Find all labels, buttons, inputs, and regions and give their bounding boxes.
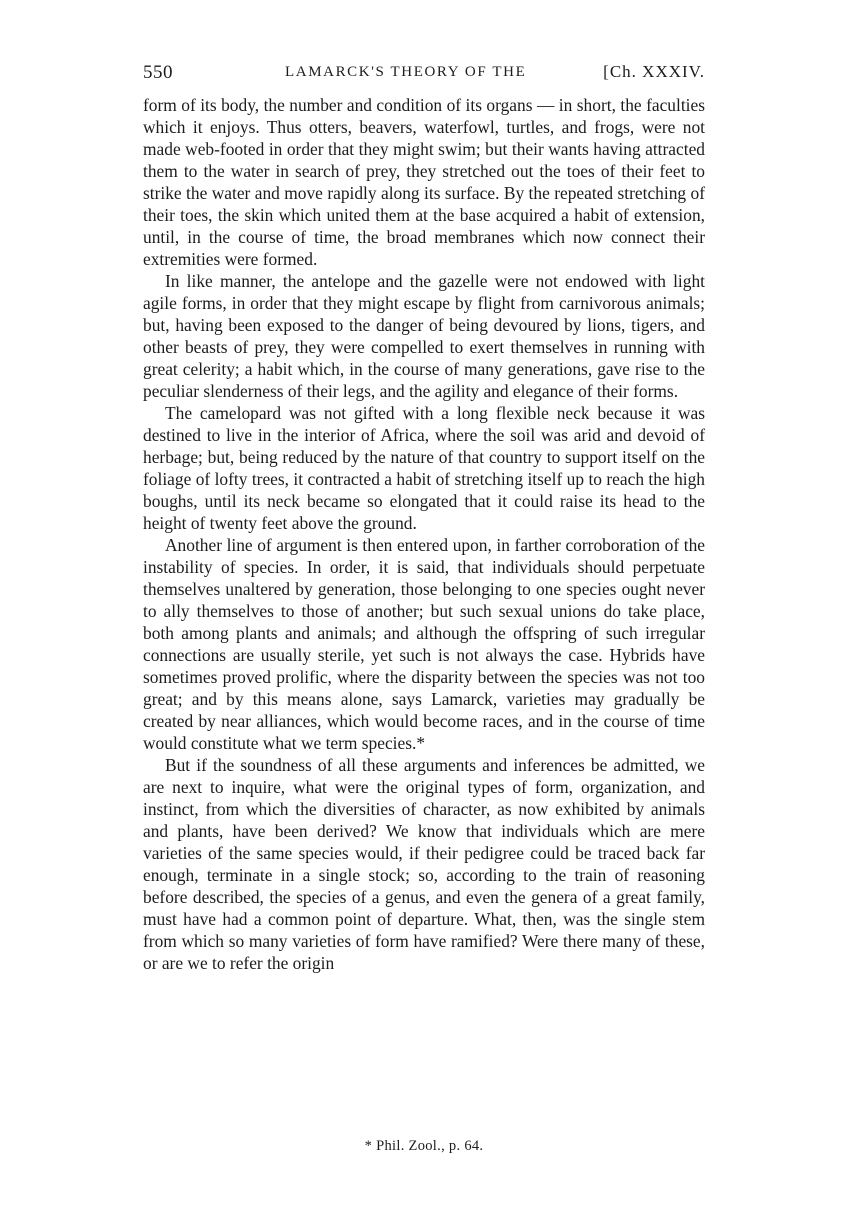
paragraph-original-types: But if the soundness of all these arguments and inferences be admitted, we are next to inquire, what were the original types of form, organization, and instinct, from which the diversities of character, as now exhibited by animals and plants, have been derived? We know that individuals which are mere varieties of the same species would, if their pedigree could be traced back far enough, terminate in a single stock; so, according to the train of reasoning before described, the species of a genus, and even the genera of a great family, must have had a common point of departure. What, then, was the single stem from which so many varieties of form have ramified? Were there many of these, or are we to refer the origin — [143, 755, 705, 973]
footnote: * Phil. Zool., p. 64. — [364, 1138, 484, 1154]
paragraph-camelopard: The camelopard was not gifted with a long flexible neck because it was destined to live in the interior of Africa, where the soil was arid and devoid of herbage; but, being reduced by the nature of that country to support itself on the foliage of lofty trees, it contracted a habit of stretching itself up to reach the high boughs, until its neck became so elongated that it could raise its head to the height of twenty feet above the ground. — [143, 403, 705, 533]
paragraph-antelope: In like manner, the antelope and the gazelle were not endowed with light agile forms, in order that they might escape by flight from carnivorous animals; but, having been exposed to the danger of being devoured by lions, tigers, and other beasts of prey, they were compelled to exert themselves in running with great celerity; a habit which, in the course of many generations, gave rise to the peculiar slenderness of their legs, and the agility and elegance of their forms. — [143, 271, 705, 401]
page-number: 550 — [143, 62, 173, 83]
running-title: LAMARCK'S THEORY OF THE — [285, 64, 527, 80]
book-page — [143, 58, 705, 1154]
running-head — [143, 58, 705, 88]
chapter-label: [Ch. XXXIV. — [603, 62, 705, 81]
paragraph-continued: form of its body, the number and condition of its organs — in short, the faculties which it enjoys. Thus otters, beavers, waterfowl, turtles, and frogs, were not made web-footed in order that they might swim; but their wants having attracted them to the water in search of prey, they stretched out the toes of their feet to strike the water and move rapidly along its surface. By the repeated stretching of their toes, the skin which united them at the base acquired a habit of extension, until, in the course of time, the broad membranes which now connect their extremities were formed. — [143, 95, 705, 269]
paragraph-hybrids: Another line of argument is then entered upon, in farther corroboration of the instability of species. In order, it is said, that individuals should perpetuate themselves unaltered by generation, those belonging to one species ought never to ally themselves to those of another; but such sexual unions do take place, both among plants and animals; and although the offspring of such irregular connections are usually sterile, yet such is not always the case. Hybrids have sometimes proved prolific, where the disparity between the species was not too great; and by this means alone, says Lamarck, varieties may gradually be created by near alliances, which would become races, and in the course of time would constitute what we term species.* — [143, 535, 705, 753]
body-text — [143, 94, 705, 974]
